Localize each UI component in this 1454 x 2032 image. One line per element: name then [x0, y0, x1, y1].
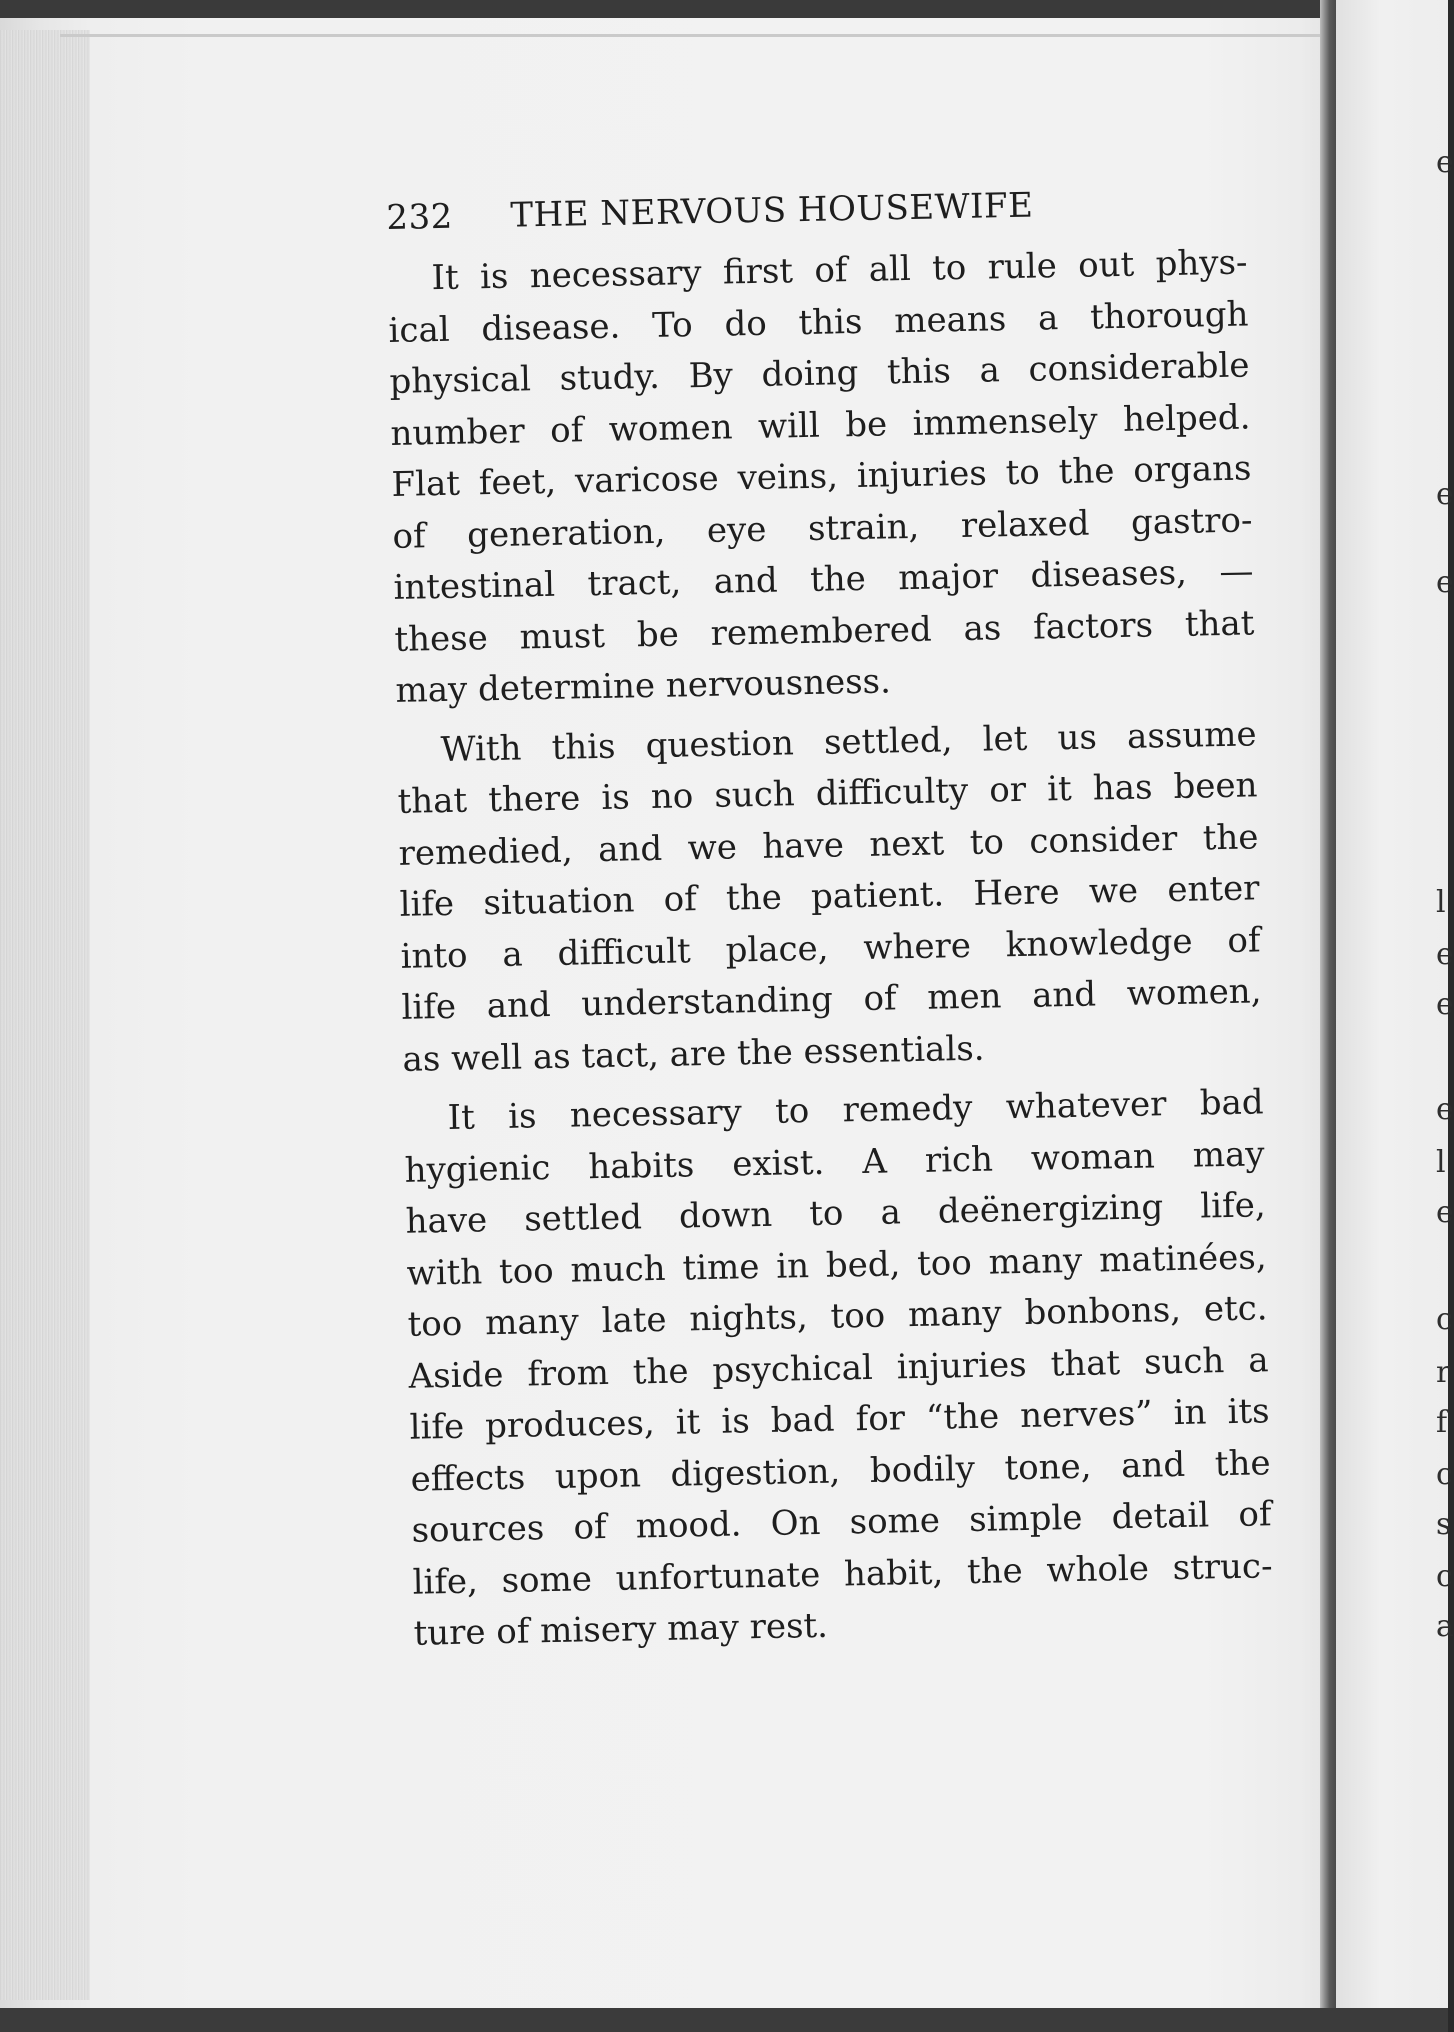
text-line: ical disease. To do this means a thorough	[388, 293, 1249, 351]
text-line: Aside from the psychical injuries that such a	[408, 1339, 1269, 1397]
page-text-block	[386, 179, 1274, 1660]
text-line: may determine nervousness.	[395, 661, 892, 711]
text-line: number of women will be immensely helped.	[390, 396, 1251, 454]
text-line: Flat feet, varicose veins, injuries to the organs	[391, 448, 1252, 505]
page-number: 232	[386, 196, 454, 238]
text-line: life situation of the patient. Here we enter	[399, 868, 1260, 925]
running-title: THE NERVOUS HOUSEWIFE	[510, 185, 1034, 236]
page-edges	[0, 30, 90, 2000]
text-line: that there is no such difficulty or it has been	[397, 765, 1258, 822]
facing-page-fragment: f	[1436, 1405, 1448, 1440]
text-line: have settled down to a deënergizing life,	[405, 1185, 1266, 1242]
scanner-top-border	[0, 0, 1448, 18]
text-line: remedied, and we have next to consider the	[398, 816, 1259, 874]
text-line: into a difficult place, where knowledge of	[400, 919, 1261, 977]
text-line: physical study. By doing this a considerable	[389, 345, 1250, 402]
text-line: these must be remembered as factors that	[394, 602, 1255, 660]
text-line: It is necessary to remedy whatever bad	[447, 1082, 1264, 1138]
facing-page-fragment: a	[1436, 1609, 1454, 1644]
text-line: hygienic habits exist. A rich woman may	[404, 1133, 1265, 1191]
facing-page-text	[1436, 0, 1454, 2032]
facing-page-fragment: c	[1436, 1302, 1453, 1337]
text-line: effects upon digestion, bodily tone, and the	[410, 1442, 1271, 1500]
facing-page	[1336, 0, 1451, 2032]
facing-page-fragment: r	[1436, 1355, 1451, 1390]
paragraph	[403, 1077, 1274, 1660]
text-line: life, some unfortunate habit, the whole struc-	[412, 1545, 1273, 1603]
facing-page-fragment: e	[1436, 1195, 1454, 1230]
facing-page-fragment: c	[1436, 1457, 1453, 1492]
text-line: life produces, it is bad for “the nerves” in its	[409, 1391, 1270, 1448]
facing-page-fragment: c	[1436, 1559, 1453, 1594]
book-gutter	[1320, 0, 1336, 2032]
text-line: It is necessary first of all to rule out phys-	[431, 242, 1248, 299]
text-line: intestinal tract, and the major diseases, —	[393, 551, 1254, 608]
text-line: With this question settled, let us assume	[440, 713, 1257, 770]
text-line: sources of mood. On some simple detail of	[411, 1494, 1272, 1551]
facing-page-fragment: e	[1436, 145, 1454, 180]
paragraph	[396, 709, 1263, 1086]
facing-page-fragment: e	[1436, 565, 1454, 600]
text-line: of generation, eye strain, relaxed gastro-	[392, 499, 1253, 557]
text-line: life and understanding of men and women,	[401, 971, 1262, 1028]
text-line: ture of misery may rest.	[413, 1605, 829, 1654]
facing-page-fragment: l	[1436, 1145, 1446, 1180]
facing-page-fragment: s	[1436, 1507, 1452, 1542]
facing-page-fragment: l	[1436, 885, 1446, 920]
text-line: with too much time in bed, too many matinées,	[406, 1236, 1267, 1294]
paragraph	[387, 237, 1256, 717]
facing-page-fragment: e	[1436, 1092, 1454, 1127]
page-top-edge	[60, 34, 1320, 37]
facing-page-fragment: e	[1436, 477, 1454, 512]
text-line: as well as tact, are the essentials.	[402, 1028, 985, 1080]
facing-page-fragment: e	[1436, 987, 1454, 1022]
scanner-bottom-border	[0, 2008, 1448, 2032]
facing-page-fragment: e	[1436, 937, 1454, 972]
text-line: too many late nights, too many bonbons, etc.	[407, 1288, 1268, 1345]
